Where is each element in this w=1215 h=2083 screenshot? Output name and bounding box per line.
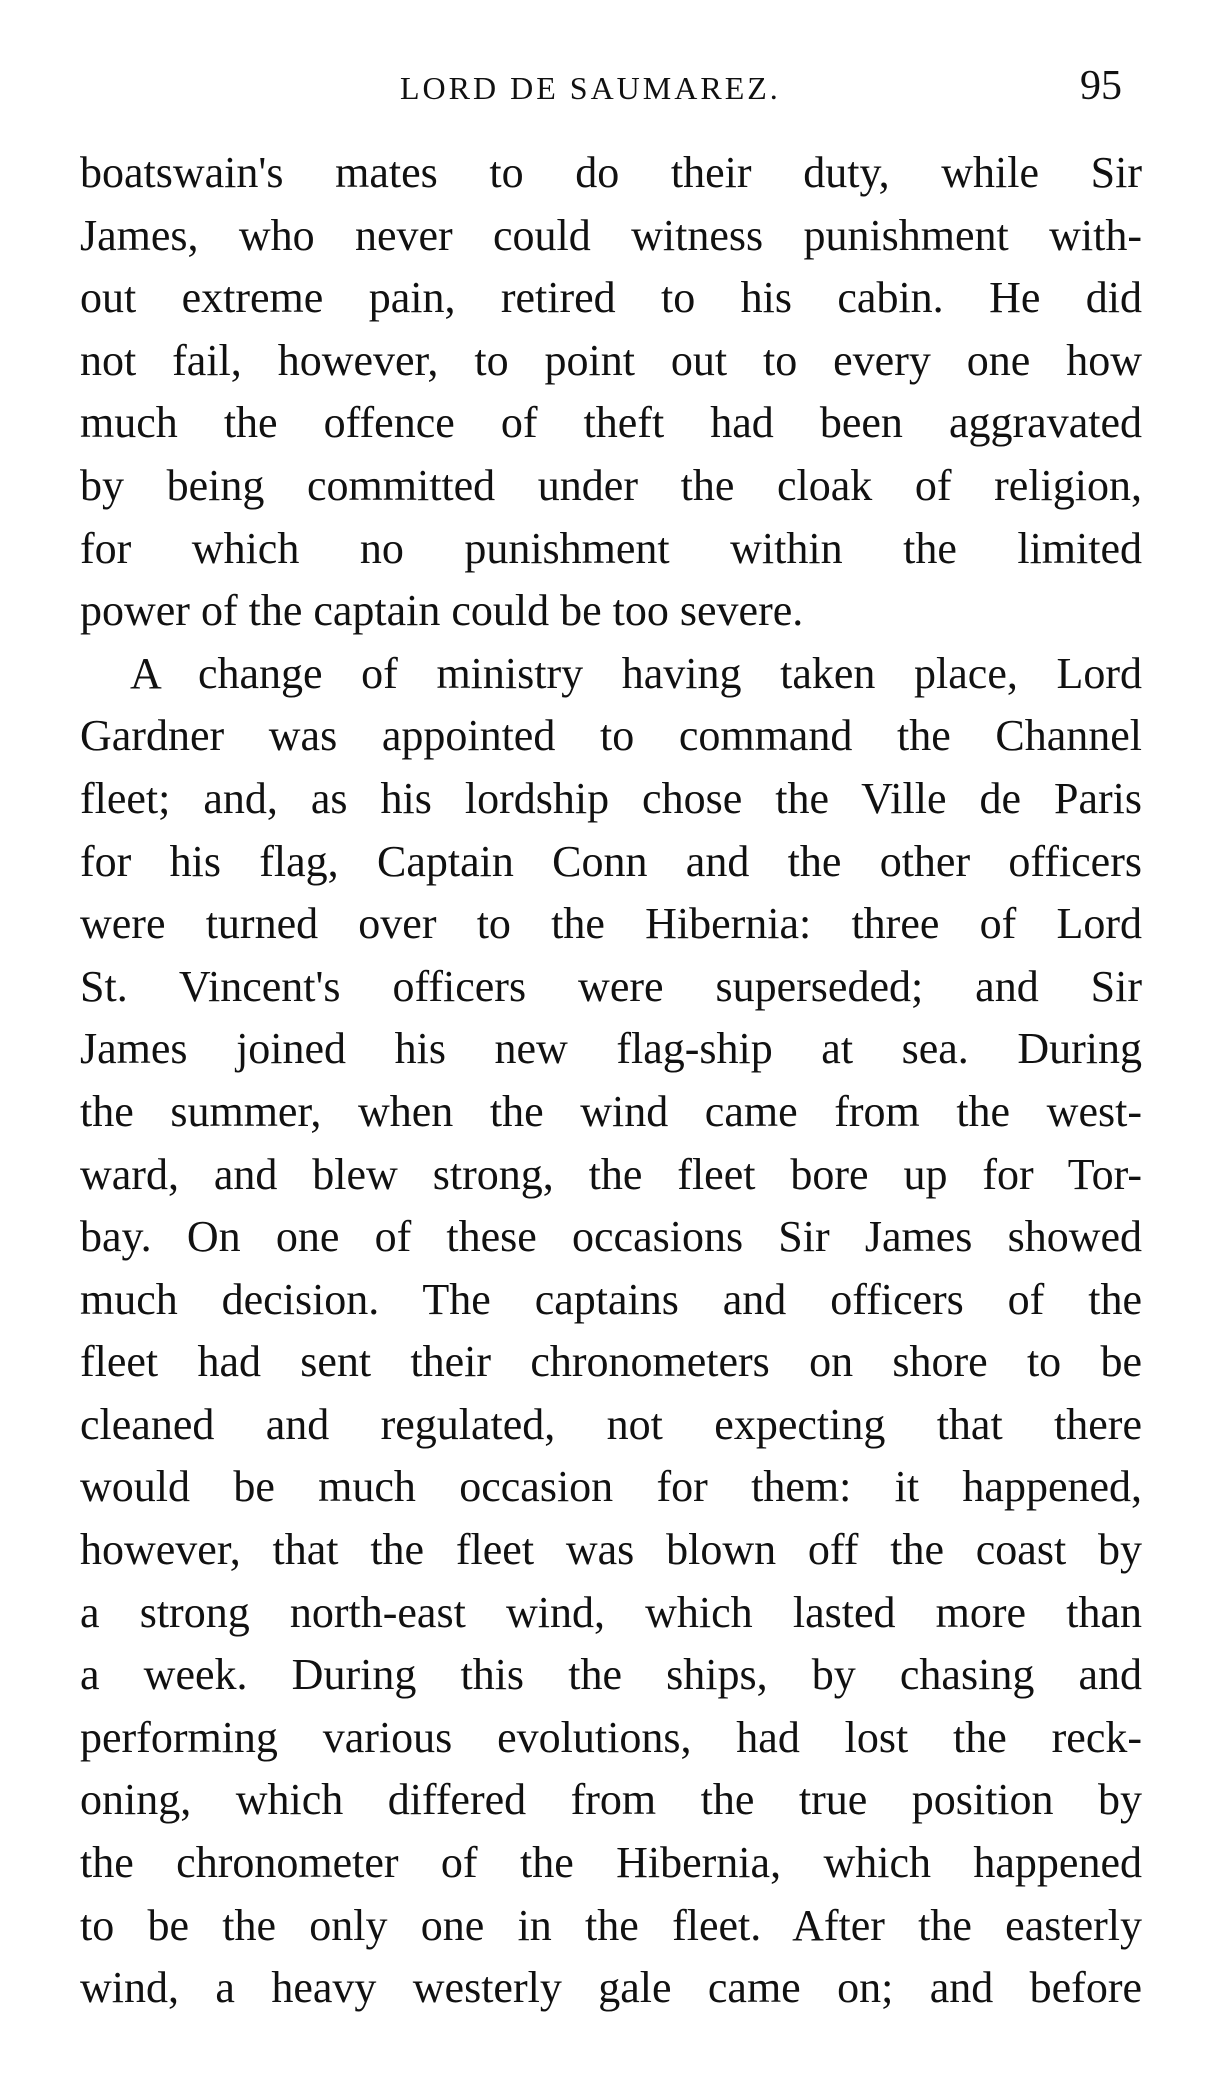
text-line: bay. On one of these occasions Sir James showed [80,1212,1142,1262]
text-line: cleaned and regulated, not expecting that there [80,1399,1142,1449]
running-title: LORD DE SAUMAREZ. [400,70,781,106]
text-line: the chronometer of the Hibernia, which happened [80,1838,1142,1888]
text-line: Gardner was appointed to command the Channel [80,711,1142,761]
text-line: ward, and blew strong, the fleet bore up for Tor- [80,1149,1142,1199]
text-line: however, that the fleet was blown off the coast by [80,1525,1142,1575]
paragraph [80,142,1142,643]
text-line: were turned over to the Hibernia: three of Lord [80,899,1142,949]
text-line: for his flag, Captain Conn and the other officers [80,836,1142,886]
text-line: performing various evolutions, had lost the reck- [80,1712,1142,1762]
text-line: to be the only one in the fleet. After the easterly [80,1900,1142,1950]
text-line: not fail, however, to point out to every one how [80,335,1142,385]
text-line: James joined his new flag-ship at sea. During [80,1024,1142,1074]
text-line: James, who never could witness punishment with- [80,210,1142,260]
text-line: a week. During this the ships, by chasing and [80,1650,1142,1700]
text-line: much decision. The captains and officers of the [80,1274,1142,1324]
text-line: boatswain's mates to do their duty, while Sir [80,148,1142,197]
text-line: oning, which differed from the true position by [80,1775,1142,1825]
text-line: fleet had sent their chronometers on shore to be [80,1337,1142,1387]
text-line: power of the captain could be too severe. [80,586,804,636]
text-line: would be much occasion for them: it happened, [80,1462,1142,1512]
running-header [0,62,1215,112]
page-number: 95 [1080,63,1122,109]
text-line: fleet; and, as his lordship chose the Ville de Paris [80,773,1142,823]
text-line: St. Vincent's officers were superseded; and Sir [80,961,1142,1011]
text-line: a strong north-east wind, which lasted more than [80,1587,1142,1637]
text-line: much the offence of theft had been aggravated [80,398,1142,448]
text-line: the summer, when the wind came from the west- [80,1086,1142,1136]
text-line: A change of ministry having taken place, Lord [130,648,1142,698]
text-line: wind, a heavy westerly gale came on; and before [80,1963,1142,2013]
text-line: for which no punishment within the limited [80,523,1142,573]
paragraph [80,643,1142,2020]
text-line: out extreme pain, retired to his cabin. He did [80,273,1142,323]
body-text [80,142,1142,2020]
text-line: by being committed under the cloak of religion, [80,460,1142,510]
